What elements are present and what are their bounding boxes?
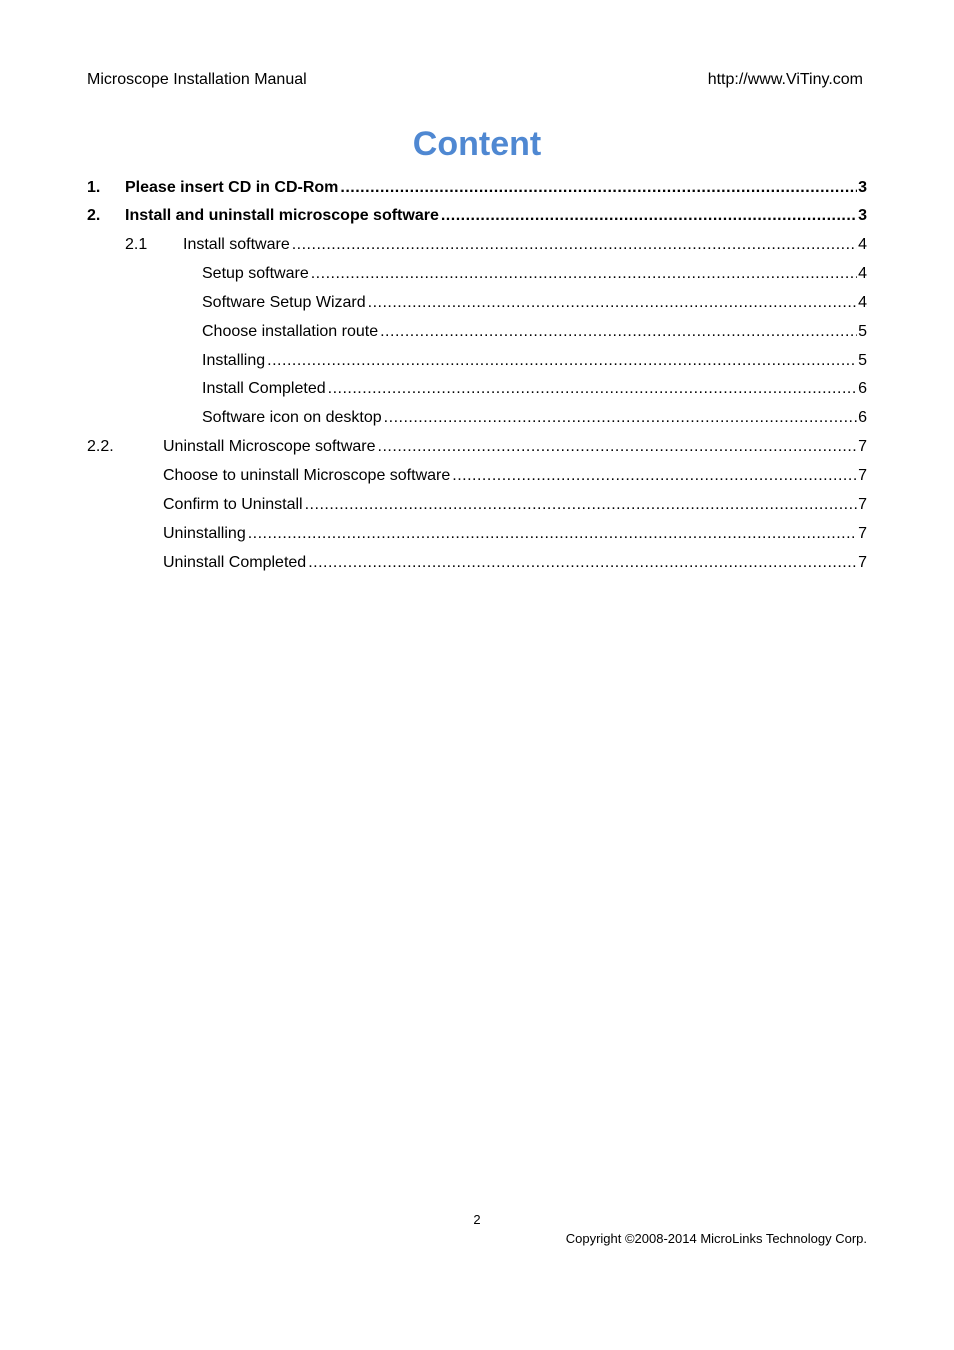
toc-entry-page: 3 — [858, 207, 867, 224]
toc-entry-label: Install Completed — [202, 380, 326, 397]
toc-entry[interactable] — [87, 177, 867, 199]
toc-leader-dots — [292, 234, 857, 256]
toc-entry-page: 7 — [858, 496, 867, 513]
toc-entry-number: 2. — [87, 207, 101, 224]
toc-entry[interactable] — [163, 465, 867, 487]
toc-entry[interactable] — [202, 378, 867, 400]
page-title: Content — [412, 125, 542, 163]
toc-entry-label: Choose installation route — [202, 323, 379, 340]
toc-entry[interactable] — [163, 552, 867, 574]
toc-entry-label: Please insert CD in CD-Rom — [125, 179, 339, 196]
toc-leader-dots — [441, 205, 857, 227]
toc-entry-page: 7 — [858, 525, 867, 542]
toc-entry-label: Confirm to Uninstall — [163, 496, 303, 513]
toc-entry-page: 3 — [858, 179, 867, 196]
toc-entry-page: 7 — [858, 554, 867, 571]
toc-entry-label: Installing — [202, 352, 266, 369]
header-website-url: http://www.ViTiny.com — [707, 71, 863, 88]
toc-entry-label: Install software — [183, 236, 290, 253]
toc-entry[interactable] — [202, 407, 867, 429]
toc-leader-dots — [305, 494, 857, 516]
toc-entry-page: 5 — [858, 323, 867, 340]
copyright-notice: Copyright ©2008-2014 MicroLinks Technology Corp. — [565, 1231, 867, 1246]
toc-entry[interactable] — [87, 436, 867, 458]
toc-leader-dots — [311, 263, 857, 285]
toc-entry[interactable] — [202, 350, 867, 372]
toc-entry[interactable] — [202, 321, 867, 343]
toc-leader-dots — [378, 436, 858, 458]
toc-entry-label: Software Setup Wizard — [202, 294, 366, 311]
toc-entry[interactable] — [202, 263, 867, 285]
toc-entry-page: 7 — [858, 467, 867, 484]
toc-entry[interactable] — [125, 234, 867, 256]
toc-entry-number: 2.1 — [125, 236, 148, 253]
toc-entry-label: Setup software — [202, 265, 309, 282]
toc-entry[interactable] — [87, 205, 867, 227]
toc-leader-dots — [248, 523, 857, 545]
toc-leader-dots — [267, 350, 857, 372]
toc-entry-number: 2.2. — [87, 438, 114, 455]
toc-entry-label: Uninstall Completed — [163, 554, 307, 571]
toc-entry-label: Choose to uninstall Microscope software — [163, 467, 451, 484]
toc-entry-label: Uninstall Microscope software — [163, 438, 376, 455]
toc-entry-number: 1. — [87, 179, 101, 196]
toc-leader-dots — [368, 292, 857, 314]
toc-entry[interactable] — [163, 523, 867, 545]
toc-entry-page: 7 — [858, 438, 867, 455]
toc-leader-dots — [380, 321, 857, 343]
toc-leader-dots — [328, 378, 857, 400]
toc-leader-dots — [384, 407, 857, 429]
toc-entry-label: Install and uninstall microscope software — [125, 207, 439, 224]
toc-leader-dots — [308, 552, 857, 574]
toc-leader-dots — [340, 177, 857, 199]
toc-entry[interactable] — [202, 292, 867, 314]
toc-entry-page: 4 — [858, 236, 867, 253]
toc-entry-page: 5 — [858, 352, 867, 369]
toc-leader-dots — [452, 465, 857, 487]
page-number: 2 — [473, 1212, 481, 1227]
toc-entry[interactable] — [163, 494, 867, 516]
toc-entry-page: 4 — [858, 265, 867, 282]
toc-entry-label: Software icon on desktop — [202, 409, 382, 426]
toc-entry-page: 4 — [858, 294, 867, 311]
toc-entry-page: 6 — [858, 409, 867, 426]
toc-entry-label: Uninstalling — [163, 525, 246, 542]
header-manual-title: Microscope Installation Manual — [87, 71, 307, 88]
toc-entry-page: 6 — [858, 380, 867, 397]
